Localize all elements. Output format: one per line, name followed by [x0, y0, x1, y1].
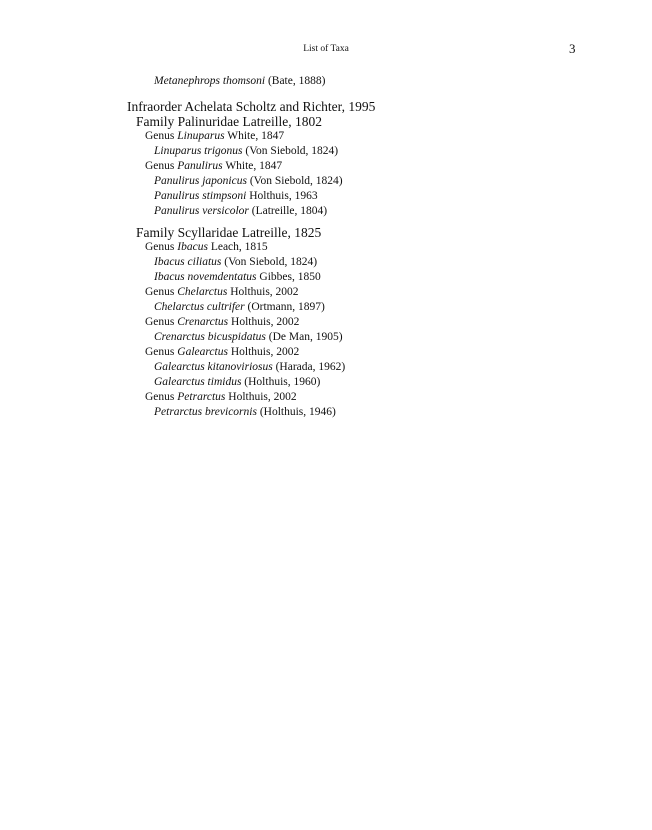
taxon-rank: Genus: [145, 391, 175, 403]
taxon-authority: Holthuis, 2002: [230, 346, 300, 358]
taxon-name: Panulirus stimpsoni: [154, 190, 247, 202]
taxon-name: Chelarctus: [177, 286, 228, 298]
taxon-rank: Family: [136, 225, 175, 240]
taxon-name: Crenarctus: [177, 316, 229, 328]
taxon-entry-species: [154, 301, 325, 313]
taxon-name: Achelata: [184, 99, 233, 114]
taxon-name: Panulirus versicolor: [154, 205, 249, 217]
taxon-name: Galearctus timidus: [154, 376, 242, 388]
taxon-entry-family: [136, 114, 322, 130]
taxon-entry-species: [154, 406, 336, 418]
taxon-authority: Scholtz and Richter, 1995: [235, 99, 376, 114]
taxon-authority: Latreille, 1825: [241, 225, 322, 240]
taxon-authority: Gibbes, 1850: [259, 271, 321, 283]
taxon-entry-species: [154, 205, 327, 217]
taxon-name: Petrarctus: [177, 391, 226, 403]
taxon-authority: Holthuis, 1963: [249, 190, 318, 202]
taxon-name: Panulirus: [177, 160, 223, 172]
taxon-rank: Genus: [145, 130, 175, 142]
taxon-entry-genus: [145, 316, 299, 328]
taxon-name: Linuparus: [177, 130, 225, 142]
taxon-name: Panulirus japonicus: [154, 175, 247, 187]
taxon-authority: Holthuis, 2002: [228, 391, 297, 403]
taxon-entry-genus: [145, 286, 299, 298]
taxon-rank: Genus: [145, 286, 175, 298]
taxon-entry-genus: [145, 391, 297, 403]
taxon-authority: Holthuis, 2002: [231, 316, 300, 328]
taxon-rank: Family: [136, 114, 175, 129]
taxon-entry-species: [154, 145, 338, 157]
taxon-name: Galearctus kitanoviriosus: [154, 361, 273, 373]
taxon-name: Chelarctus cultrifer: [154, 301, 245, 313]
taxon-entry-species: [154, 256, 317, 268]
taxon-name: Palinuridae: [177, 114, 240, 129]
taxon-authority: (Von Siebold, 1824): [245, 145, 339, 157]
taxon-name: Crenarctus bicuspidatus: [154, 331, 266, 343]
taxon-name: Scyllaridae: [177, 225, 239, 240]
taxon-authority: Leach, 1815: [210, 241, 268, 253]
taxon-authority: (Latreille, 1804): [251, 205, 328, 217]
running-head: List of Taxa: [303, 44, 349, 54]
taxon-entry-species: [154, 361, 345, 373]
taxon-name: Ibacus novemdentatus: [154, 271, 257, 283]
taxon-authority: (Von Siebold, 1824): [249, 175, 343, 187]
taxon-entry-species: [154, 175, 343, 187]
taxon-rank: Genus: [145, 316, 175, 328]
taxon-authority: (Holthuis, 1960): [244, 376, 321, 388]
taxon-authority: White, 1847: [225, 160, 283, 172]
taxon-entry-species: [154, 75, 325, 87]
taxon-authority: (Ortmann, 1897): [247, 301, 325, 313]
taxon-entry-genus: [145, 346, 299, 358]
taxon-authority: (De Man, 1905): [268, 331, 343, 343]
taxon-rank: Genus: [145, 241, 175, 253]
taxon-entry-infraorder: [127, 99, 375, 115]
taxon-name: Galearctus: [177, 346, 228, 358]
taxon-authority: Latreille, 1802: [242, 114, 322, 129]
taxon-authority: (Bate, 1888): [267, 75, 326, 87]
page-number: 3: [569, 41, 576, 56]
taxon-entry-species: [154, 271, 321, 283]
taxon-entry-genus: [145, 241, 268, 253]
taxon-name: Linuparus trigonus: [154, 145, 243, 157]
taxon-authority: Holthuis, 2002: [230, 286, 299, 298]
taxon-entry-species: [154, 376, 320, 388]
taxon-name: Ibacus ciliatus: [154, 256, 222, 268]
taxon-rank: Genus: [145, 346, 175, 358]
taxon-name: Ibacus: [177, 241, 208, 253]
taxon-rank: Genus: [145, 160, 175, 172]
taxon-entry-genus: [145, 130, 284, 142]
taxon-rank: Infraorder: [127, 99, 182, 114]
taxon-name: Metanephrops thomsoni: [154, 75, 266, 87]
taxon-authority: (Von Siebold, 1824): [224, 256, 318, 268]
taxon-authority: (Holthuis, 1946): [259, 406, 336, 418]
taxon-authority: (Harada, 1962): [275, 361, 346, 373]
taxon-name: Petrarctus brevicornis: [154, 406, 257, 418]
taxon-entry-genus: [145, 160, 282, 172]
taxon-authority: White, 1847: [227, 130, 285, 142]
taxon-entry-species: [154, 190, 318, 202]
taxon-entry-family: [136, 225, 321, 241]
taxon-entry-species: [154, 331, 343, 343]
